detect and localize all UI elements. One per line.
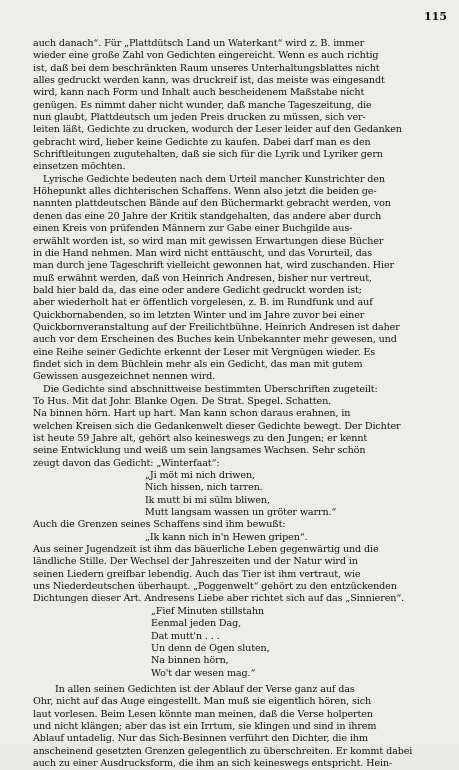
poem-line: Na binnen hörn,	[151, 655, 229, 667]
text-line: seine Entwicklung und weiß um sein langsames Wachsen. Sehr schön	[33, 445, 366, 457]
text-line: uns Niederdeutschen überhaupt. „Poggenwelt“ gehört zu den entzückenden	[33, 581, 397, 593]
text-line: Quickbornveranstaltung auf der Freilichtbühne. Heinrich Andresen ist daher	[33, 321, 400, 333]
poem-line: Eenmal jeden Dag,	[151, 618, 242, 630]
text-line: alles gedruckt werden kann, was druckreif ist, das meiste was eingesandt	[33, 75, 385, 87]
paragraph-3	[33, 384, 451, 470]
text-line: denen das eine 20 Jahre der Kritik standgehalten, das andere aber durch	[33, 210, 382, 222]
text-line: findet sich in dem Büchlein mehr als ein Gedicht, das man mit gutem	[33, 358, 363, 370]
paragraph-1	[33, 38, 451, 174]
text-line: und nicht klängen; aber das ist ein Irrtum, sie klingen und sind in ihrem	[33, 720, 377, 732]
text-line: Aus seiner Jugendzeit ist ihm das bäuerliche Leben gegenwärtig und die	[33, 544, 379, 556]
text-line: Lyrische Gedichte bedeuten nach dem Urteil mancher Kunstrichter den	[43, 173, 385, 185]
text-line: nannten plattdeutschen Bände auf den Büchermarkt gebracht werden, von	[33, 198, 391, 210]
text-line: Die Gedichte sind abschnittweise bestimmten Überschriften zugeteilt:	[43, 383, 378, 395]
text-line: leiten läßt, Gedichte zu drucken, wodurch der Leser leider auf den Gedanken	[33, 124, 402, 136]
page-number: 115	[424, 10, 447, 23]
paragraph-5	[33, 544, 451, 606]
text-line: Auch die Grenzen seines Schaffens sind ihm bewußt:	[33, 519, 286, 531]
text-line: ist heute 59 Jahre alt, gehört also keineswegs zu den Jungen; er kennt	[33, 433, 368, 444]
text-line: Schriftleitungen zugutehalten, daß sie sich für die Lyrik und Lyriker gern	[33, 149, 383, 161]
text-line: nun glaubt, Plattdeutsch um jeden Preis drucken zu müssen, sich ver-	[33, 112, 366, 124]
text-line: Na binnen hörn. Hart up hart. Man kann schon daraus erahnen, in	[33, 408, 351, 420]
text-line: ländliche Stille. Der Wechsel der Jahreszeiten und der Natur wird in	[33, 556, 358, 568]
text-line: anscheinend gesetzten Grenzen gelegentlich zu überschreiten. Er kommt dabei	[33, 745, 413, 757]
text-line: laut vorlesen. Beim Lesen könnte man meinen, daß die Verse holperten	[33, 708, 373, 720]
paragraph-4	[33, 519, 451, 544]
poem-line: „Fief Minuten stillstahn	[151, 605, 264, 617]
paragraph-6	[33, 684, 451, 770]
text-line: Höhepunkt alles dichterischen Schaffens. Wenn also jetzt die beiden ge-	[33, 186, 377, 198]
text-line: wieder eine große Zahl von Gedichten eingereicht. Wenn es auch richtig	[33, 50, 379, 62]
text-line: welchen Kreisen sich die Gedankenwelt dieser Gedichte bewegt. Der Dichter	[33, 420, 401, 432]
text-line: Ohr, nicht auf das Auge eingestellt. Man muß sie eigentlich hören, sich	[33, 696, 372, 708]
poem-line: Dat mutt'n . . .	[151, 630, 220, 642]
text-line: einsetzen möchten.	[33, 161, 126, 173]
poem-line: Ik mutt bi mi sülm bliwen,	[145, 494, 270, 506]
poem-line: Wo't dar wesen mag.“	[151, 667, 256, 679]
text-line: In allen seinen Gedichten ist der Ablauf der Verse ganz auf das	[55, 683, 355, 695]
text-line: auch zu einer Ausdrucksform, die ihm an sich keineswegs entspricht. Hein-	[33, 757, 393, 769]
quote-line: „Ik kann nich in'n Hewen gripen“.	[145, 531, 308, 543]
poem-line: Nich hissen, nich tarren.	[145, 482, 263, 494]
text-line: To Hus. Mit dat Johr. Blanke Ogen. De Strat. Spegel. Schatten.	[33, 395, 332, 407]
text-line: Ablauf untadelig. Nur das Sich-Besinnen verführt den Dichter, die ihm	[33, 733, 368, 745]
text-line: erwählt worden ist, so wird man mit gewissen Erwartungen diese Bücher	[33, 235, 384, 247]
text-line: muß erwähnt werden, daß von Heinrich Andresen, bisher nur vertreut,	[33, 272, 372, 284]
text-line: in die Hand nehmen. Man wird nicht enttäuscht, und das Vorurteil, das	[33, 247, 373, 259]
text-line: ist, daß bei dem beschränkten Raum unseres Unterhaltungsblattes nicht	[33, 62, 380, 74]
text-line: man durch jene Tageschrift vielleicht gewonnen hat, wird zuschanden. Hier	[33, 260, 395, 272]
text-line: Quickbornabenden, so im letzten Winter und im Jahre zuvor bei einer	[33, 309, 365, 321]
text-line: einen Kreis von prüfenden Männern zur Gabe einer Buchgilde aus-	[33, 223, 353, 235]
text-line: wird, kann nach Form und Inhalt auch bescheidenem Maßstabe nicht	[33, 87, 365, 99]
poem-line: Mutt langsam wassen un gröter warrn.“	[145, 507, 337, 519]
body-text	[33, 38, 451, 770]
text-line: genügen. Es nimmt daher nicht wunder, daß manche Tageszeitung, die	[33, 99, 372, 111]
poem-line: Un denn de Ogen sluten,	[151, 642, 270, 654]
text-line: bald hier bald da, das eine oder andere Gedicht gedruckt worden ist;	[33, 284, 362, 296]
text-line: zeugt davon das Gedicht: „Winterfaat“:	[33, 457, 220, 469]
poem-winterfaat	[33, 470, 451, 519]
poem-sinnieren	[33, 606, 451, 680]
text-line: seinen Liedern greifbar lebendig. Auch das Tier ist ihm vertraut, wie	[33, 568, 361, 580]
text-line: auch danach“. Für „Plattdütsch Land un Waterkant“ wird z. B. immer	[33, 38, 365, 49]
text-line: gebracht wird, lieber keine Gedichte zu kaufen. Dabei darf man es den	[33, 136, 371, 148]
paragraph-2	[33, 174, 451, 384]
text-line: eine Reihe seiner Gedichte erkennt der Leser mit Vergnügen wieder. Es	[33, 346, 376, 358]
text-line: Dichtungen dieser Art. Andresens Liebe aber richtet sich auf das „Sinnieren“.	[33, 593, 405, 605]
text-line: Gewissen ausgezeichnet nennen wird.	[33, 371, 216, 383]
text-line: aber wiederholt hat er öffentlich vorgelesen, z. B. im Rundfunk und auf	[33, 297, 373, 309]
text-line: auch vor dem Erscheinen des Buches kein Unbekannter mehr gewesen, und	[33, 334, 397, 346]
poem-line: „Ji möt mi nich driwen,	[145, 470, 255, 482]
